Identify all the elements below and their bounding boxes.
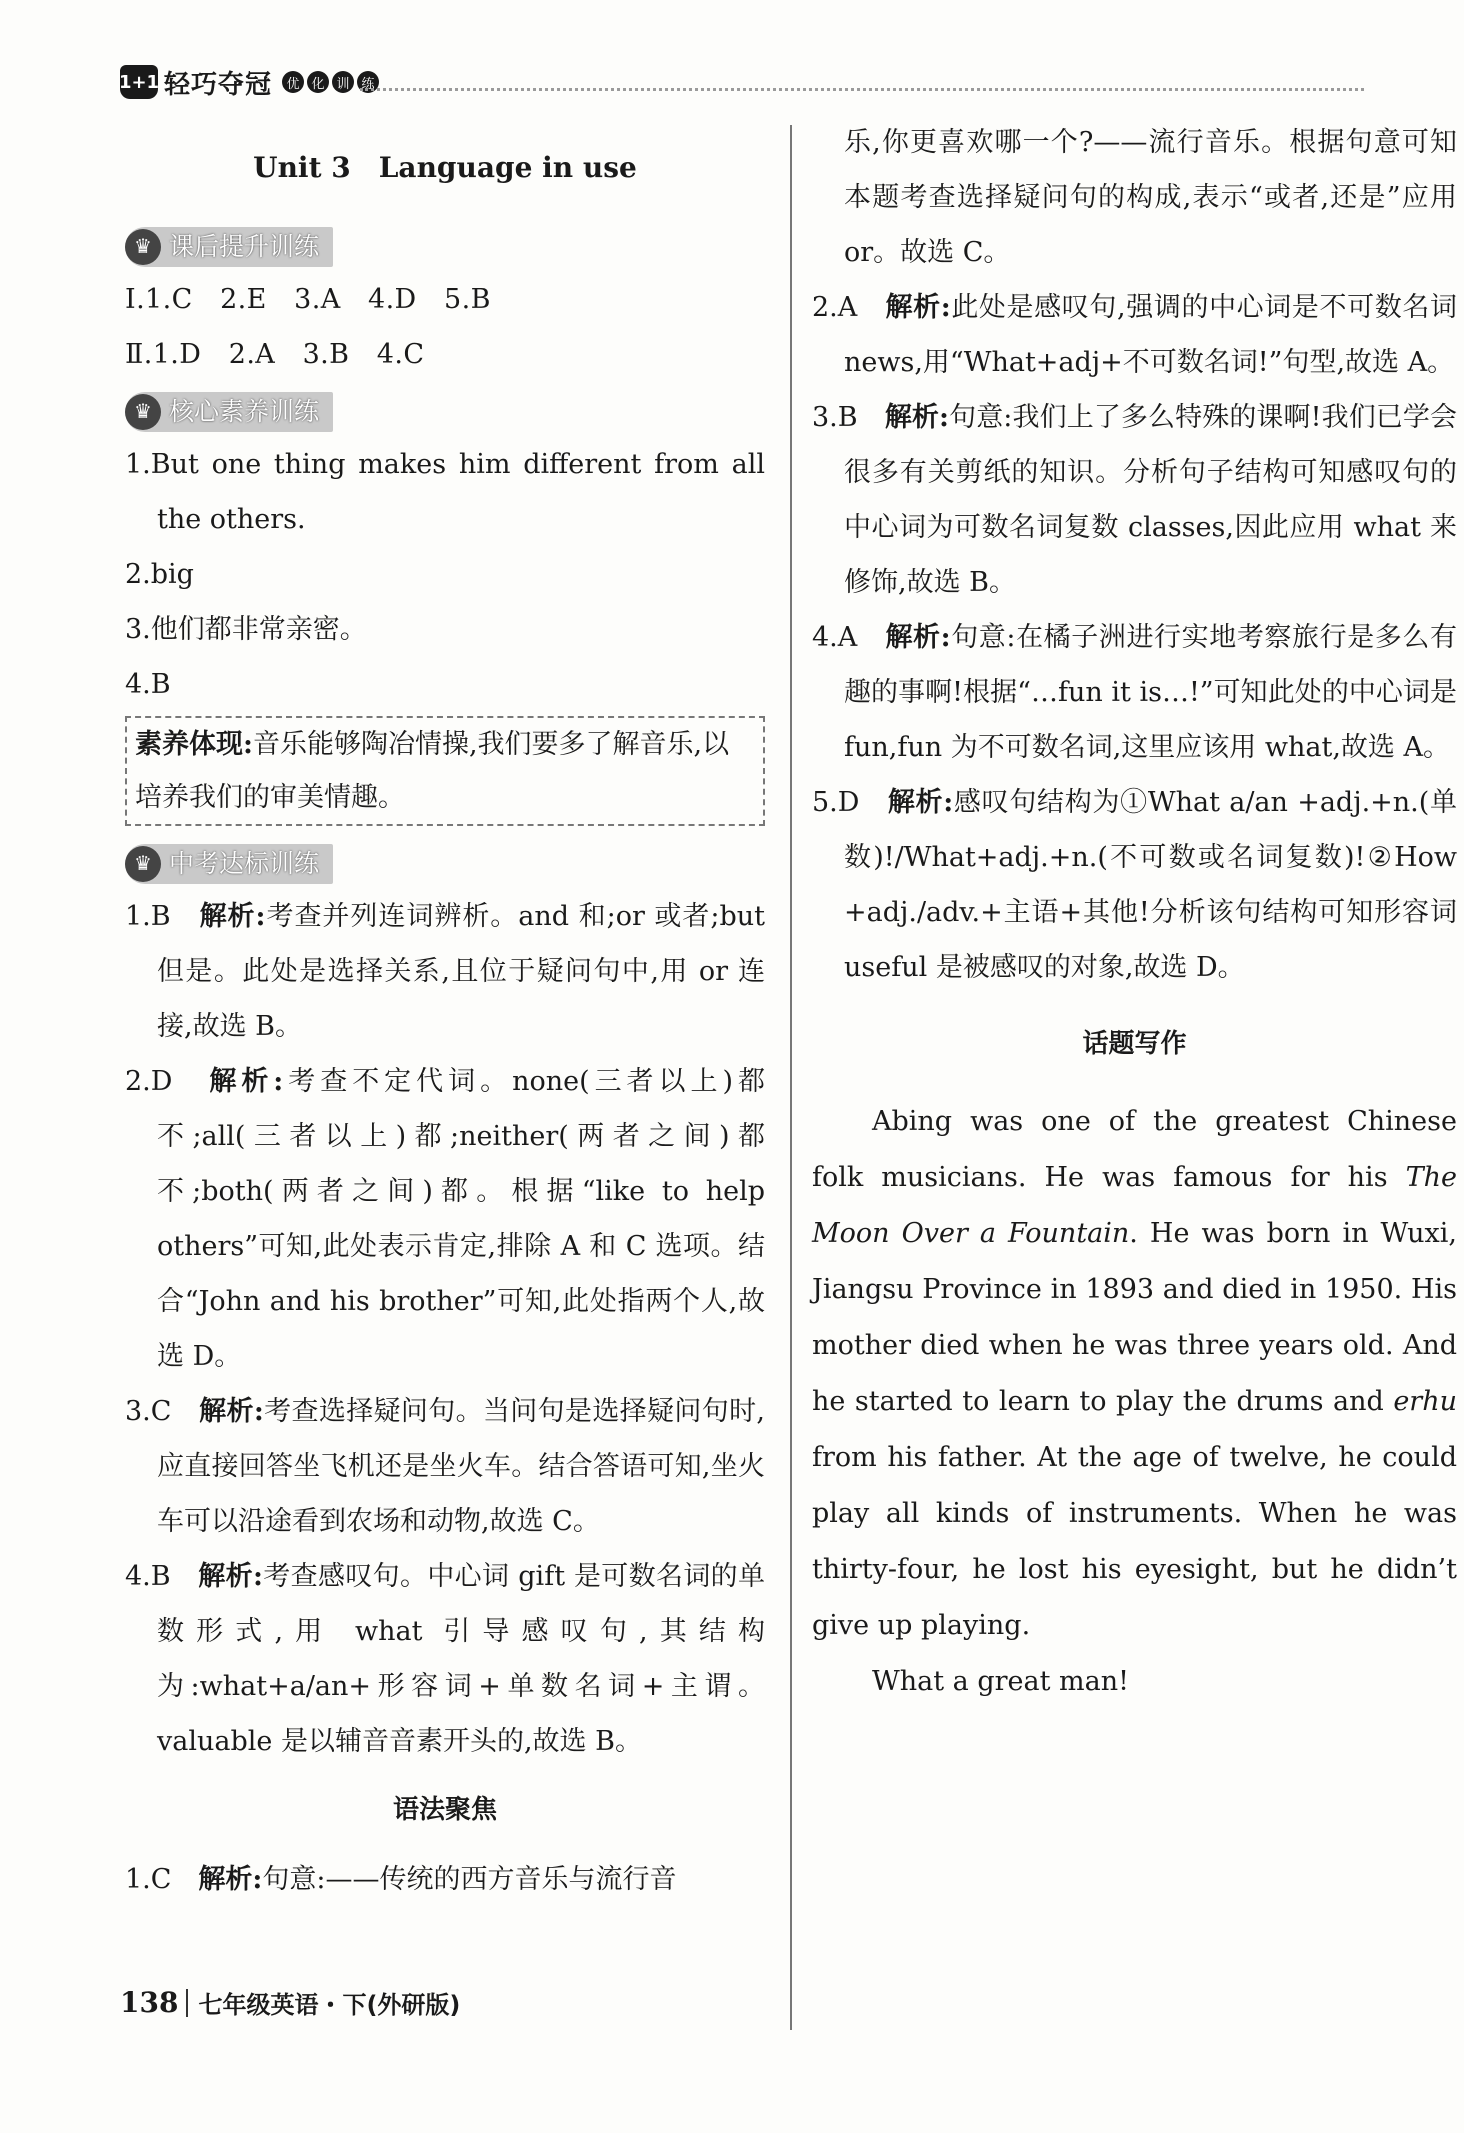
section-title: 中考达标训练 xyxy=(169,849,320,878)
analysis-label: 解析: xyxy=(885,292,951,323)
left-column xyxy=(125,140,765,1907)
analysis-label: 解析: xyxy=(885,622,951,653)
note-label: 素养体现: xyxy=(135,729,253,760)
analysis-text: 感叹句结构为①What a/an +adj.+n.(单数)!/What+adj.+n.(不可数或名词复数)!②How +adj./adv.+主语+其他!分析该句结构可知形容词 useful 是被感叹的对象,故选 D。 xyxy=(844,787,1457,983)
analysis-label: 解析: xyxy=(199,901,266,932)
answer-item xyxy=(812,280,1457,390)
crown-icon: ♛ xyxy=(125,846,161,882)
analysis-text: 考查并列连词辨析。and 和;or 或者;but 但是。此处是选择关系,且位于疑问句中,用 or 连接,故选 B。 xyxy=(157,901,765,1042)
crown-icon: ♛ xyxy=(125,229,161,265)
section-banner-core xyxy=(125,392,333,432)
footer xyxy=(120,1985,460,2020)
answer-item xyxy=(812,390,1457,610)
writing-heading: 话题写作 xyxy=(1082,1029,1187,1059)
analysis-label: 解析: xyxy=(198,1864,263,1895)
answer-item: 2.big xyxy=(125,559,194,590)
answer-item: 4.B xyxy=(125,669,171,700)
unit-title: Unit 3 Language in use xyxy=(253,151,637,184)
header-rule xyxy=(360,88,1364,91)
section-title: 核心素养训练 xyxy=(169,397,320,426)
column-divider xyxy=(790,125,792,2030)
book-title: 七年级英语・下(外研版) xyxy=(198,1991,461,2019)
analysis-label: 解析: xyxy=(209,1066,284,1097)
essay-erhu: erhu xyxy=(1393,1386,1457,1417)
answer-item: 1.But one thing makes him different from all the others. xyxy=(125,449,765,535)
analysis-text: 句意:我们上了多么特殊的课啊!我们已学会很多有关剪纸的知识。分析句子结构可知感叹句的中心词为可数名词复数 classes,因此应用 what 来修饰,故选 B。 xyxy=(844,402,1458,598)
answer-item xyxy=(125,1054,765,1384)
analysis-text: 句意:在橘子洲进行实地考察旅行是多么有趣的事啊!根据“…fun it is…!”可知此处的中心词是 fun,fun 为不可数名词,这里应该用 what,故选 A。 xyxy=(844,622,1457,763)
answer-number: 5.D xyxy=(812,787,888,818)
analysis-text: 考查感叹句。中心词 gift 是可数名词的单数形式,用 what 引导感叹句,其结构为:what+a/an+形容词+单数名词+主谓。valuable 是以辅音音素开头的,故选 B。 xyxy=(157,1561,766,1757)
footer-separator xyxy=(186,1989,188,2017)
answer-item xyxy=(125,1384,765,1549)
answer-number: 1.B xyxy=(125,901,200,932)
essay-text: . He was born in Wuxi, Jiangsu Province in 1893 and died in 1950. His mother died when he was three years old. And he started to learn to play the drums and xyxy=(812,1218,1457,1417)
brand-logo-icon: 1+1 xyxy=(120,65,158,99)
crown-icon: ♛ xyxy=(125,394,161,430)
section-title: 课后提升训练 xyxy=(169,232,320,261)
essay-closing: What a great man! xyxy=(872,1666,1129,1697)
note-text: 音乐能够陶冶情操,我们要多了解音乐,以培养我们的审美情趣。 xyxy=(135,729,730,813)
answer-line: Ⅱ.1.D 2.A 3.B 4.C xyxy=(125,339,425,370)
continued-text: 乐,你更喜欢哪一个?——流行音乐。根据句意可知本题考查选择疑问句的构成,表示“或者,还是”应用 or。故选 C。 xyxy=(844,127,1457,268)
analysis-text: 考查不定代词。none(三者以上)都不;all(三者以上)都;neither(两者之间)都不;both(两者之间)都。根据“like to help others”可知,此处表示肯定,排除 A 和 C 选项。结合“John and his brother”可知,此处指两个人,故选 D。 xyxy=(157,1066,765,1372)
answer-item xyxy=(125,1549,765,1769)
badge: 优 xyxy=(282,71,304,93)
essay-text: Abing was one of the greatest Chinese folk musicians. He was famous for his xyxy=(812,1106,1457,1193)
essay-paragraph xyxy=(812,1094,1457,1654)
badge: 练 xyxy=(357,71,379,93)
right-column xyxy=(812,115,1457,1709)
answer-item: 3.他们都非常亲密。 xyxy=(125,614,367,645)
grammar-heading: 语法聚焦 xyxy=(392,1795,497,1825)
analysis-text: 此处是感叹句,强调的中心词是不可数名词 news,用“What+adj+不可数名词!”句型,故选 A。 xyxy=(844,292,1457,378)
answer-item xyxy=(812,775,1457,995)
answer-number: 3.B xyxy=(812,402,885,433)
answer-line: Ⅰ.1.C 2.E 3.A 4.D 5.B xyxy=(125,284,491,315)
analysis-text: 句意:——传统的西方音乐与流行音 xyxy=(262,1864,677,1895)
badge: 化 xyxy=(307,71,329,93)
answer-item xyxy=(812,610,1457,775)
answer-number: 1.C xyxy=(125,1864,199,1895)
literacy-note xyxy=(125,716,765,826)
essay-text: from his father. At the age of twelve, he could play all kinds of instruments. When he was thirty-four, he lost his eyesight, but he didn’t give up playing. xyxy=(812,1442,1457,1641)
section-banner-exam xyxy=(125,844,333,884)
answer-number: 2.A xyxy=(812,292,886,323)
analysis-label: 解析: xyxy=(887,787,954,818)
analysis-label: 解析: xyxy=(199,1396,264,1427)
analysis-label: 解析: xyxy=(198,1561,263,1592)
answer-number: 4.B xyxy=(125,1561,199,1592)
section-banner-after-class xyxy=(125,227,333,267)
analysis-text: 考查选择疑问句。当问句是选择疑问句时,应直接回答坐飞机还是坐火车。结合答语可知,坐火车可以沿途看到农场和动物,故选 C。 xyxy=(157,1396,766,1537)
badge: 训 xyxy=(332,71,354,93)
analysis-label: 解析: xyxy=(884,402,949,433)
brand-name: 轻巧夺冠 xyxy=(164,69,273,100)
page-number: 138 xyxy=(120,1986,179,2019)
answer-item xyxy=(125,1852,765,1907)
essay-work-title: The Moon Over a Fountain xyxy=(812,1162,1457,1249)
header xyxy=(120,62,382,102)
answer-item xyxy=(125,889,765,1054)
answer-number: 4.A xyxy=(812,622,886,653)
answer-number: 3.C xyxy=(125,1396,200,1427)
answer-number: 2.D xyxy=(125,1066,210,1097)
